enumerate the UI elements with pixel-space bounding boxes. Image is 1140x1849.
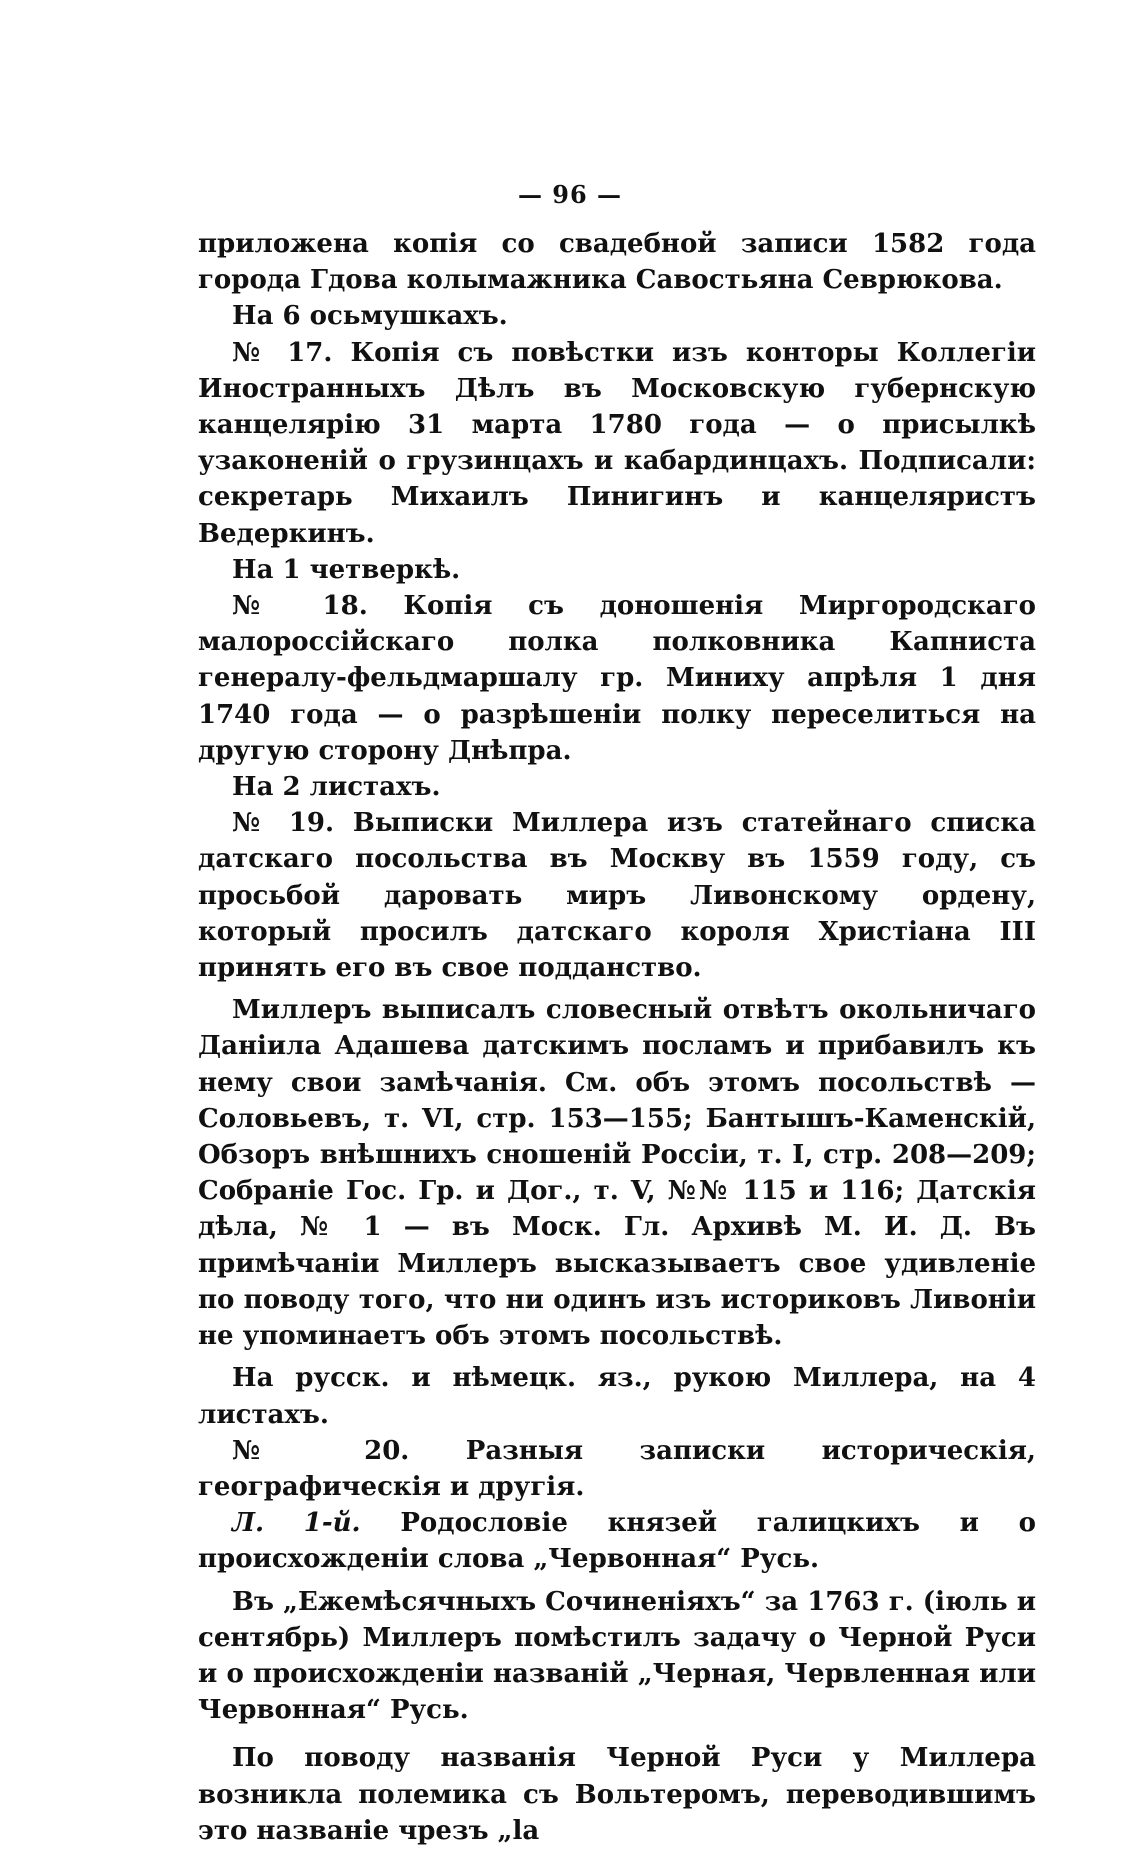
paragraph-3: № 17. Копія съ повѣстки изъ конторы Коллегіи Иностранныхъ Дѣлъ въ Московскую губернскую канцелярію 31 марта 1780 года — о присылкѣ узаконеній о грузинцахъ и кабардинцахъ. Подписали: секретарь Михаилъ Пинигинъ и канцеляристъ Ведеркинъ. — [198, 337, 1036, 549]
paragraph-7: № 19. Выписки Миллера изъ статейнаго списка датскаго посольства въ Москву въ 1559 году, съ просьбой даровать миръ Ливонскому ордену, который просилъ датскаго короля Христіана III принять его въ свое подданство. — [198, 808, 1036, 984]
leaf-reference: Л. 1-й. — [232, 1508, 361, 1539]
paragraph-10: № 20. Разныя записки историческія, географическія и другія. — [198, 1435, 1036, 1502]
paragraph-9: На русск. и нѣмецк. яз., рукою Миллера, на 4 листахъ. — [198, 1363, 1036, 1430]
paragraph-4: На 1 четверкѣ. — [232, 554, 461, 585]
paragraph-11 — [198, 1505, 1036, 1577]
paragraph-2: На 6 осьмушкахъ. — [232, 301, 508, 332]
paragraph-1: приложена копія со свадебной записи 1582 года города Гдова колымажника Савостьяна Севрюкова. — [198, 229, 1036, 296]
paragraph-13: По поводу названія Черной Руси у Миллера возникла полемика съ Вольтеромъ, переводившимъ это названіе чрезъ „la — [198, 1743, 1036, 1846]
paragraph-6: На 2 листахъ. — [232, 772, 441, 803]
paragraph-5: № 18. Копія съ доношенія Миргородскаго малороссійскаго полка полковника Капниста генералу-фельдмаршалу гр. Миниху апрѣля 1 дня 1740 года — о разрѣшеніи полку переселиться на другую сторону Днѣпра. — [198, 591, 1036, 766]
paragraph-11-text: Родословіе князей галицкихъ и о происхожденіи слова „Червонная“ Русь. — [198, 1508, 1036, 1575]
page-number: — 96 — — [517, 180, 623, 209]
paragraph-12: Въ „Ежемѣсячныхъ Сочиненіяхъ“ за 1763 г. (іюль и сентябрь) Миллеръ помѣстилъ задачу о Черной Руси и о происхожденіи названій „Черная, Червленная или Червонная“ Русь. — [198, 1586, 1036, 1726]
paragraph-8: Миллеръ выписалъ словесный отвѣтъ окольничаго Даніила Адашева датскимъ посламъ и прибавилъ къ нему свои замѣчанія. См. объ этомъ посольствѣ — Соловьевъ, т. VI, стр. 153—155; Бантышъ-Каменскій, Обзоръ внѣшнихъ сношеній Россіи, т. I, стр. 208—209; Собраніе Гос. Гр. и Дог., т. V, №№ 115 и 116; Датскія дѣла, № 1 — въ Моск. Гл. Архивѣ М. И. Д. Въ примѣчаніи Миллеръ высказываетъ свое удивленіе по поводу того, что ни одинъ изъ историковъ Ливоніи не упоминаетъ объ этомъ посольствѣ. — [198, 995, 1036, 1352]
body-text — [198, 226, 1036, 1849]
